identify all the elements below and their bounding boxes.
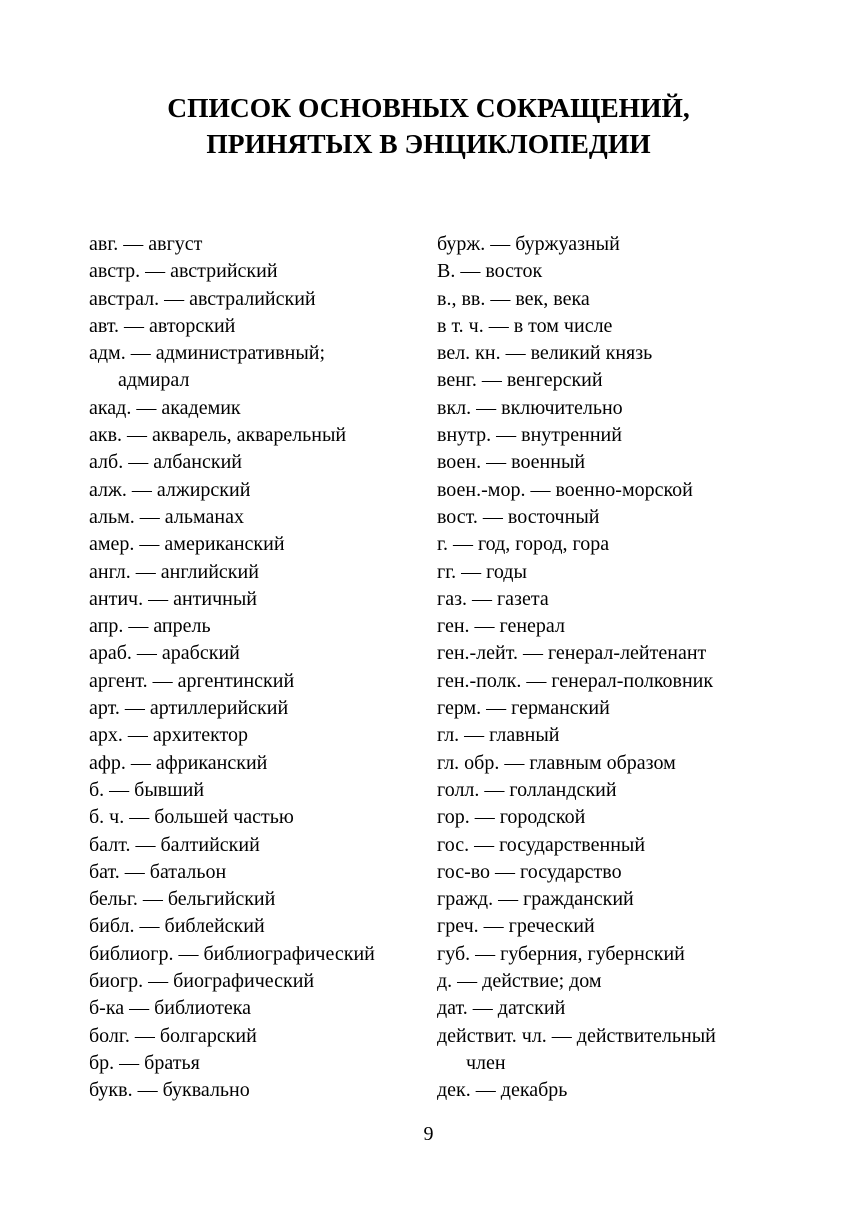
abbreviation-entry: б-ка — библиотека — [89, 997, 252, 1020]
abbreviation-entry: греч. — греческий — [437, 915, 595, 938]
abbreviation-entry: англ. — английский — [89, 560, 259, 583]
abbreviation-entry: ген.-полк. — генерал-полковник — [437, 669, 714, 692]
abbreviation-entry: бурж. — буржуазный — [437, 233, 620, 255]
abbreviation-entry: в., вв. — век, века — [437, 287, 590, 310]
abbreviation-entry: акв. — акварель, акварельный — [89, 424, 347, 447]
abbreviation-entry: авт. — авторский — [89, 314, 236, 337]
abbreviation-entry: афр. — африканский — [89, 751, 268, 774]
page-number: 9 — [423, 1123, 434, 1145]
abbreviation-entry-continuation: член — [466, 1051, 506, 1074]
abbreviation-entry: апр. — апрель — [89, 615, 211, 638]
abbreviation-entry: губ. — губерния, губернский — [437, 942, 685, 965]
abbreviation-entry: араб. — арабский — [89, 642, 240, 665]
abbreviation-entry: аргент. — аргентинский — [89, 669, 295, 692]
abbreviation-entry: венг. — венгерский — [437, 369, 603, 392]
abbreviation-entry: бр. — братья — [89, 1051, 200, 1074]
abbreviation-entry: гор. — городской — [437, 806, 586, 829]
abbreviation-entry: альм. — альманах — [89, 505, 244, 528]
abbreviation-entry: воен.-мор. — военно-морской — [437, 478, 693, 501]
abbreviation-entry: алж. — алжирский — [89, 478, 251, 501]
abbreviation-entry: гос. — государственный — [437, 833, 646, 856]
abbreviation-entry: дек. — декабрь — [437, 1079, 568, 1102]
abbreviation-entry: антич. — античный — [89, 587, 258, 610]
abbreviation-entry: б. ч. — большей частью — [89, 806, 294, 829]
abbreviation-entry: в т. ч. — в том числе — [437, 314, 613, 337]
abbreviation-entry: гл. обр. — главным образом — [437, 751, 676, 774]
abbreviation-entry: авг. — август — [89, 233, 203, 255]
abbreviation-entry: амер. — американский — [89, 533, 285, 556]
abbreviation-entry: дат. — датский — [437, 997, 566, 1020]
abbreviation-list-left — [89, 231, 419, 1105]
abbreviation-entry: библиогр. — библиографический — [89, 942, 375, 965]
abbreviation-entry: г. — год, город, гора — [437, 533, 610, 556]
abbreviation-entry: вкл. — включительно — [437, 396, 623, 419]
abbreviation-entry: гг. — годы — [437, 560, 527, 583]
abbreviation-entry-continuation: адмирал — [118, 369, 190, 392]
abbreviation-entry: внутр. — внутренний — [437, 424, 622, 447]
abbreviation-entry: д. — действие; дом — [437, 970, 602, 993]
abbreviation-entry: бат. — батальон — [89, 860, 227, 883]
abbreviation-entry: австрал. — австралийский — [89, 287, 316, 310]
page-title — [0, 90, 857, 162]
abbreviation-entry: воен. — военный — [437, 451, 586, 474]
abbreviation-entry: гос-во — государство — [437, 860, 622, 883]
abbreviation-list-right — [437, 231, 767, 1105]
abbreviation-entry: ген. — генерал — [437, 615, 565, 638]
abbreviation-entry: арх. — архитектор — [89, 724, 249, 747]
abbreviation-entry: герм. — германский — [437, 697, 610, 720]
abbreviation-entry: библ. — библейский — [89, 915, 265, 938]
abbreviation-entry: гражд. — гражданский — [437, 888, 634, 911]
abbreviation-entry: алб. — албанский — [89, 451, 242, 474]
abbreviation-entry: балт. — балтийский — [89, 833, 260, 856]
abbreviation-entry: болг. — болгарский — [89, 1024, 257, 1047]
page-title-line-1: СПИСОК ОСНОВНЫХ СОКРАЩЕНИЙ, — [167, 92, 690, 123]
abbreviation-entry: б. — бывший — [89, 778, 205, 801]
page-title-line-2: ПРИНЯТЫХ В ЭНЦИКЛОПЕДИИ — [206, 128, 651, 159]
abbreviation-entry: действит. чл. — действительный — [437, 1024, 716, 1047]
abbreviation-entry: акад. — академик — [89, 396, 241, 419]
abbreviation-entry: газ. — газета — [437, 587, 549, 610]
abbreviation-entry: вел. кн. — великий князь — [437, 342, 653, 365]
abbreviation-entry: адм. — административный; — [89, 342, 326, 365]
abbreviation-entry: арт. — артиллерийский — [89, 697, 289, 720]
abbreviation-entry: австр. — австрийский — [89, 260, 278, 283]
abbreviation-entry: вост. — восточный — [437, 505, 600, 528]
abbreviation-entry: букв. — буквально — [89, 1079, 250, 1102]
abbreviation-entry: гл. — главный — [437, 724, 560, 747]
abbreviation-entry: бельг. — бельгийский — [89, 888, 276, 911]
abbreviation-entry: голл. — голландский — [437, 778, 617, 801]
abbreviation-entry: биогр. — биографический — [89, 970, 315, 993]
abbreviation-entry: В. — восток — [437, 260, 543, 283]
abbreviation-entry: ген.-лейт. — генерал-лейтенант — [437, 642, 707, 665]
